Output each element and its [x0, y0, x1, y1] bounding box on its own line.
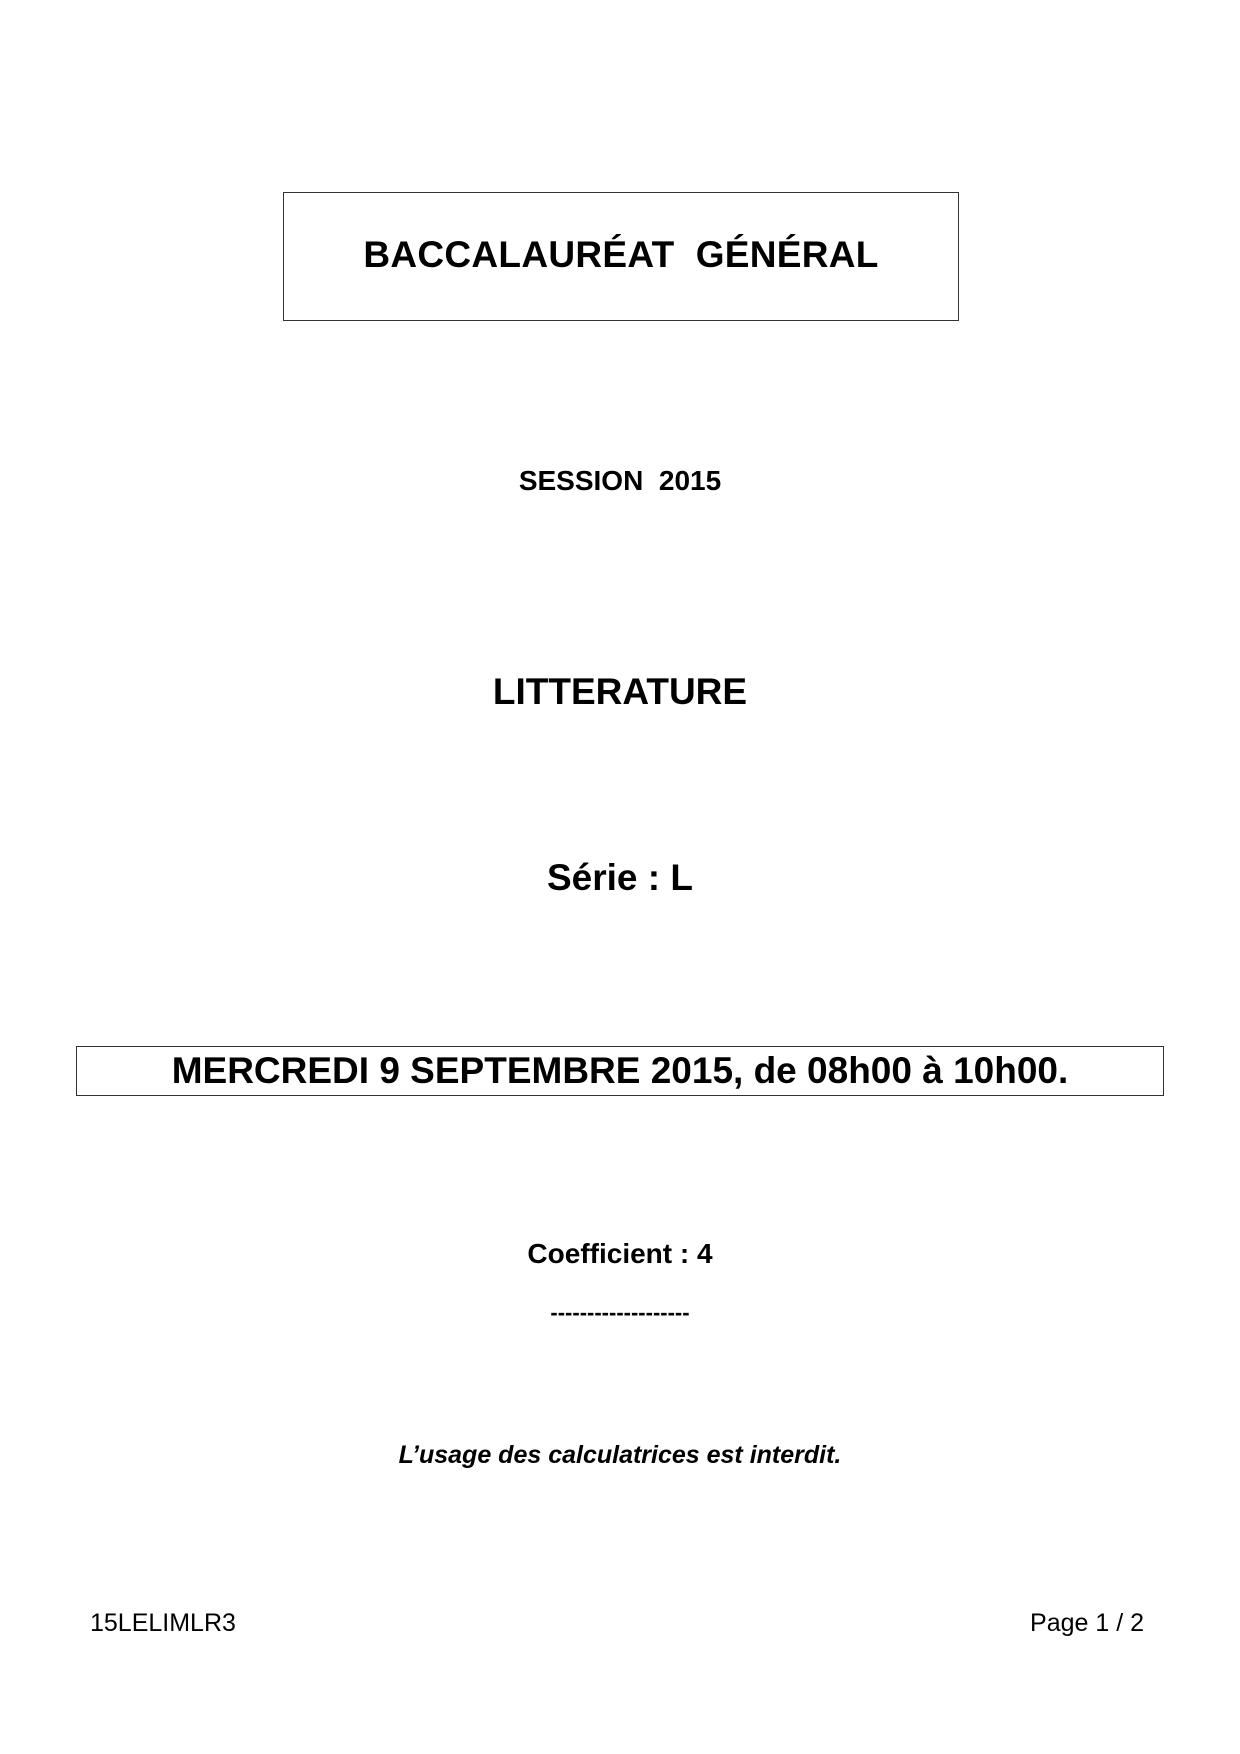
coefficient-label: Coefficient : 4 — [527, 1238, 713, 1269]
footer-page-number: Page 1 / 2 — [1030, 1609, 1144, 1637]
footer-exam-code: 15LELIMLR3 — [90, 1609, 236, 1637]
session-label: SESSION 2015 — [518, 465, 722, 496]
separator-dashes: ------------------- — [550, 1300, 690, 1325]
subject-heading: LITTERATURE — [492, 671, 748, 712]
exam-title: BACCALAURÉAT GÉNÉRAL — [363, 233, 879, 275]
exam-date: MERCREDI 9 SEPTEMBRE 2015, de 08h00 à 10h00. — [171, 1050, 1069, 1091]
title-box — [283, 192, 959, 321]
serie-label: Série : L — [547, 857, 693, 898]
date-box — [76, 1046, 1164, 1096]
calculator-notice: L’usage des calculatrices est interdit. — [398, 1441, 842, 1469]
